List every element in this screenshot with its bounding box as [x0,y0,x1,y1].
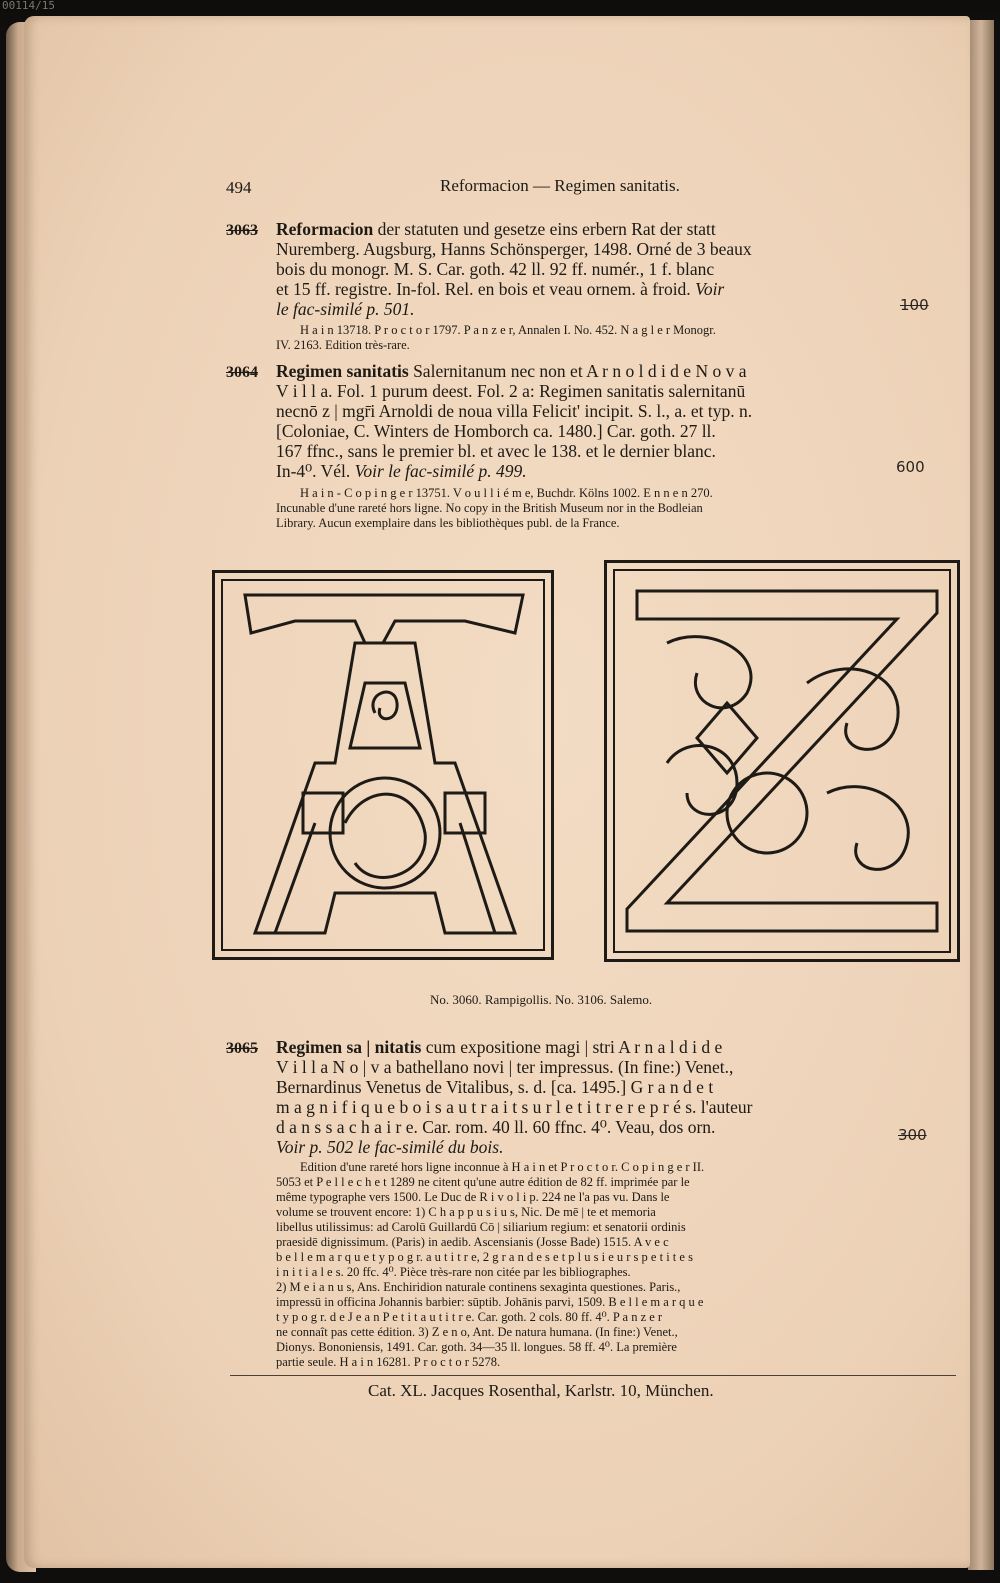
entry-3064-line-6 [276,462,527,482]
page-number: 494 [226,178,252,197]
letter-a-ornament-icon [215,573,551,957]
entry-3065-line-2: V i l l a N o | v a bathellano novi | ter impressus. (In fine:) Venet., [276,1057,734,1077]
entry-3063-line-1-text: der statuten und gesetze eins erbern Rat der statt [373,219,716,239]
entry-3065-note-9: 2) M e i a n u s, Ans. Enchiridion naturale continens sexaginta questiones. Paris., [276,1280,681,1294]
entry-3064-ref-1: H a i n - C o p i n g e r 13751. V o u l l i é m e, Buchdr. Kölns 1002. E n n e n 270. [300,486,713,500]
entry-3064-ref-3: Library. Aucun exemplaire dans les bibliothèques publ. de la France. [276,516,620,530]
entry-3064-line-5: 167 ffnc., sans le premier bl. et avec le 138. et le dernier blanc. [276,441,716,461]
entry-3063-title: Reformacion [276,219,374,239]
scan-label: 00114/15 [0,0,1000,14]
entry-3065-note-13: Dionys. Bononiensis, 1491. Car. goth. 34—35 ll. longues. 58 ff. 4⁰. La première [276,1340,677,1354]
entry-3064-line-3: necnō z | mgr̄i Arnoldi de noua villa Felicit' incipit. S. l., a. et typ. n. [276,401,753,421]
entry-3065-line-5: d a n s s a c h a i r e. Car. rom. 40 ll. 60 ffnc. 4⁰. Veau, dos orn. [276,1117,716,1137]
entry-3065-note-6: praesidē dignissimum. (Paris) in aedib. Ascensianis (Josse Bade) 1515. A v e c [276,1235,669,1249]
entry-3065-facsimile-ref: Voir p. 502 le fac-similé du bois. [276,1137,504,1157]
running-title: Reformacion — Regimen sanitatis. [440,176,680,195]
entry-3063-ref-2: IV. 2163. Edition très-rare. [276,338,410,352]
entry-3065-note-12: ne connaît pas cette édition. 3) Z e n o, Ant. De natura humana. (In fine:) Venet., [276,1325,678,1339]
entry-3063-facsimile-ref: le fac-similé p. 501. [276,299,415,319]
footer-rule [230,1375,956,1376]
entry-3065-note-3: même typographe vers 1500. Le Duc de R i v o l i p. 224 ne l'a pas vu. Dans le [276,1190,670,1204]
entry-3065-note-7: b e l l e m a r q u e t y p o g r. a u t i t r e, 2 g r a n d e s e t p l u s i e u r s p e t i t e s [276,1250,693,1264]
entry-3064-line-1 [276,362,746,382]
entry-3065-title: Regimen sa | nitatis [276,1037,422,1057]
entry-3064-line-6-text: In-4⁰. Vél. [276,461,355,481]
entry-3065-note-1: Edition d'une rareté hors ligne inconnue à H a i n et P r o c t o r. C o p i n g e r II. [300,1160,705,1174]
entry-3065-note-5: libellus utilissimus: ad Carolū Guillardū Cō | siliarium regium: et senatorii ordinis [276,1220,686,1234]
entry-3064-line-4: [Coloniae, C. Winters de Homborch ca. 1480.] Car. goth. 27 ll. [276,421,716,441]
entry-3064-title: Regimen sanitatis [276,361,409,381]
entry-3065-note-11: t y p o g r. d e J e a n P e t i t a u t i t r e. Car. goth. 2 cols. 80 ff. 4⁰. P a n z e r [276,1310,663,1324]
price-annotation-3065: 300 [898,1126,927,1144]
entry-3064-facsimile-ref: Voir le fac-similé p. 499. [354,461,527,481]
entry-3063-line-1 [276,220,716,240]
price-annotation-3063: 100 [900,296,929,314]
entry-3063-line-2: Nuremberg. Augsburg, Hanns Schönsperger, 1498. Orné de 3 beaux [276,239,752,259]
entry-3065-note-14: partie seule. H a i n 16281. P r o c t o r 5278. [276,1355,501,1369]
entry-3065-note-2: 5053 et P e l l e c h e t 1289 ne citent qu'une autre édition de 82 ff. imprimée par le [276,1175,690,1189]
entry-3063-line-4-text: et 15 ff. registre. In-fol. Rel. en bois et veau ornem. à froid. [276,279,696,299]
entry-3065-line-3: Bernardinus Venetus de Vitalibus, s. d. [ca. 1495.] G r a n d e t [276,1077,714,1097]
entry-3065-note-8: i n i t i a l e s. 20 ffc. 4⁰. Pièce très-rare non citée par les bibliographes. [276,1265,631,1279]
woodcut-caption: No. 3060. Rampigollis. No. 3106. Salemo. [430,992,653,1007]
entry-3063-line-3: bois du monogr. M. S. Car. goth. 42 ll. 92 ff. numér., 1 f. blanc [276,259,715,279]
entry-3064-line-2: V i l l a. Fol. 1 purum deest. Fol. 2 a: Regimen sanitatis salernitanū [276,381,746,401]
entry-3065-line-4: m a g n i f i q u e b o i s a u t r a i t s u r l e t i t r e r e p r é s. l'auteur [276,1097,753,1117]
entry-3065-note-10: impressū in officina Johannis barbier: sūptib. Johānis parvi, 1509. B e l l e m a r q u e [276,1295,704,1309]
entry-3063-ref-1: H a i n 13718. P r o c t o r 1797. P a n z e r, Annalen I. No. 452. N a g l e r Monogr. [300,323,716,337]
entry-3063-voir: Voir [695,279,725,299]
entry-3065-line-1 [276,1038,722,1058]
letter-z-ornament-icon [607,563,957,959]
entry-number-3063: 3063 [226,222,258,239]
catalog-footer: Cat. XL. Jacques Rosenthal, Karlstr. 10, München. [368,1381,714,1400]
entry-3065-note-4: volume se trouvent encore: 1) C h a p p u s i u s, Nic. De mē | te et memoria [276,1205,656,1219]
entry-3064-ref-2: Incunable d'une rareté hors ligne. No copy in the British Museum nor in the Bodleian [276,501,703,515]
entry-3065-line-1-text: cum expositione magi | stri A r n a l d i d e [421,1037,723,1057]
entry-number-3065: 3065 [226,1040,258,1057]
price-annotation-3064: 600 [896,458,925,476]
entry-number-3064: 3064 [226,364,258,381]
entry-3063-line-4 [276,280,724,300]
entry-3064-line-1-text: Salernitanum nec non et A r n o l d i d e N o v a [413,361,747,381]
woodcut-initial-a [212,570,554,960]
woodcut-initial-z [604,560,960,962]
